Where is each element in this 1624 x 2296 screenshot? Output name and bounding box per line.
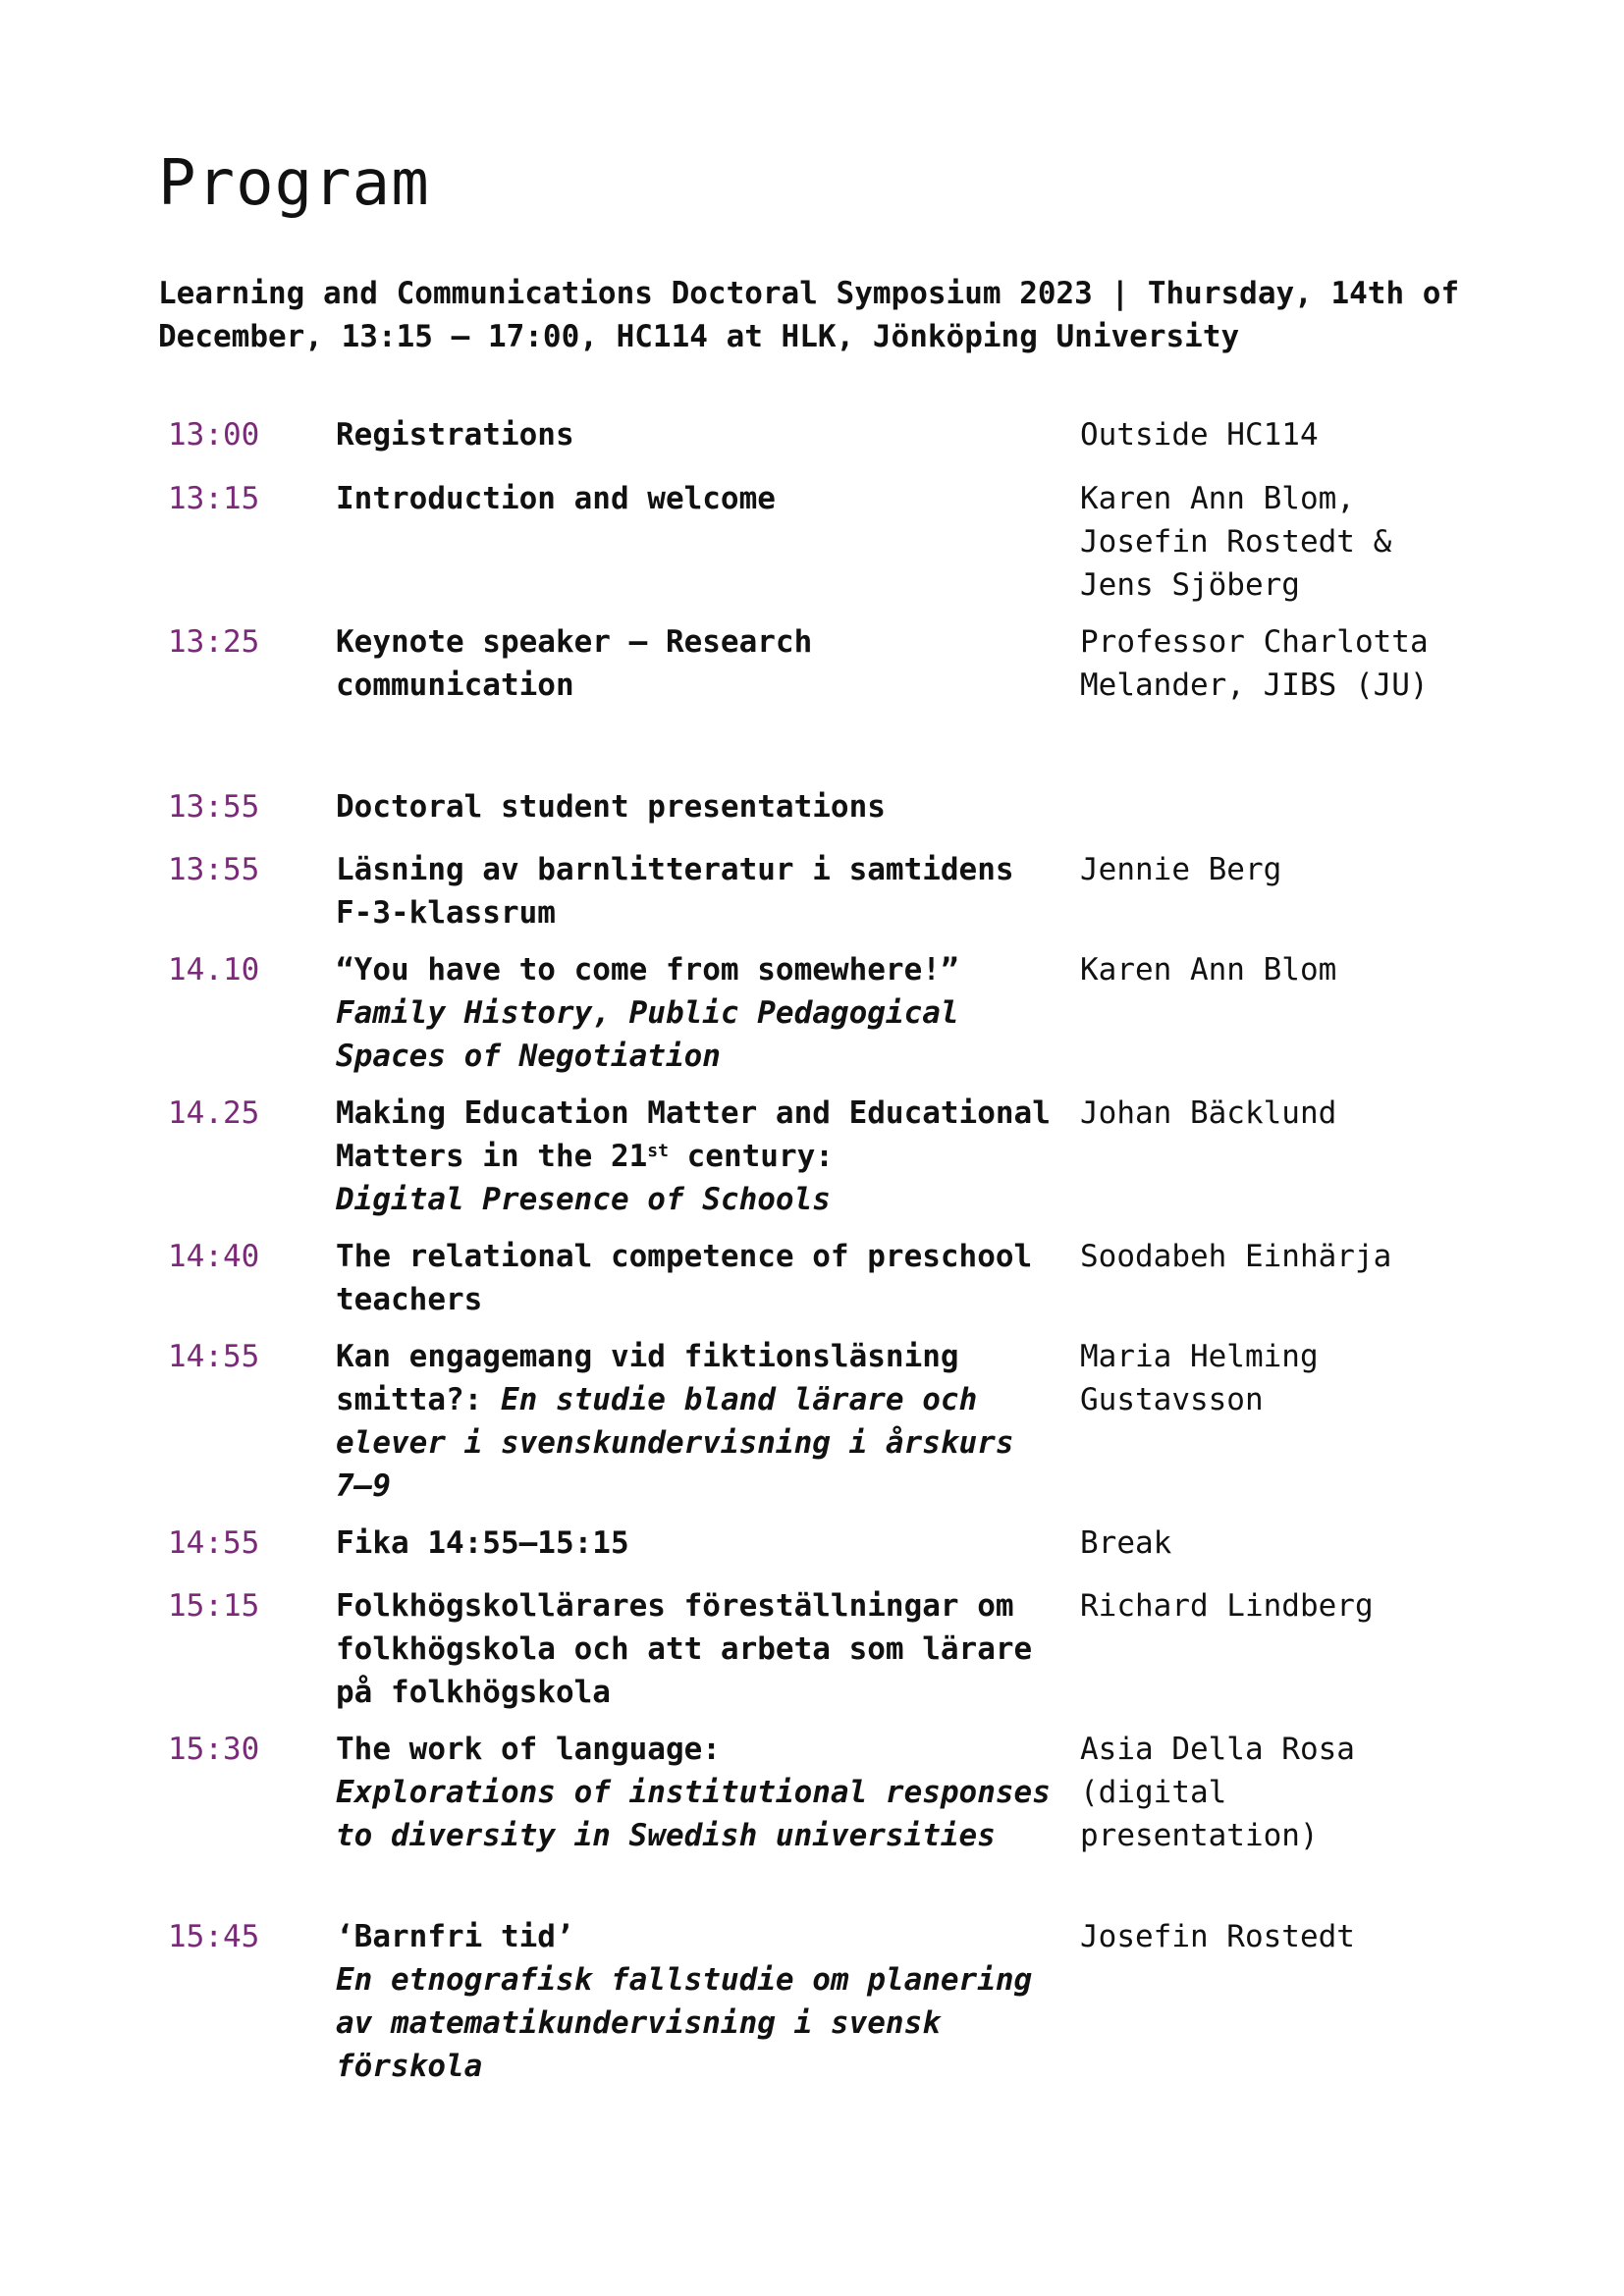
program-speaker — [1080, 1092, 1532, 1135]
program-title-line: The work of language: — [336, 1732, 721, 1767]
program-speaker — [1080, 848, 1532, 891]
program-speaker-line: Johan Bäcklund — [1080, 1095, 1337, 1131]
event-subtitle-line-2: December, 13:15 – 17:00, HC114 at HLK, Jönköping University — [158, 319, 1240, 354]
page-title: Program — [158, 147, 430, 220]
program-title-line-mixed — [336, 1378, 1062, 1421]
program-title-italic-line: to diversity in Swedish universities — [336, 1818, 996, 1853]
program-speaker — [1080, 1335, 1532, 1421]
program-speaker — [1080, 1522, 1532, 1565]
program-title-line: Kan engagemang vid fiktionsläsning — [336, 1339, 959, 1374]
program-speaker-line: Karen Ann Blom — [1080, 952, 1337, 988]
event-subtitle-line-1: Learning and Communications Doctoral Symposium 2023 | Thursday, 14th of — [158, 276, 1460, 311]
program-time: 13:15 — [168, 481, 260, 516]
program-title-italic-line: av matematikundervisning i svensk — [336, 2005, 941, 2041]
program-time: 14.25 — [168, 1095, 260, 1131]
program-title-italic-line: förskola — [336, 2049, 483, 2084]
program-title-line: på folkhögskola — [336, 1675, 611, 1710]
program-title-line: communication — [336, 667, 574, 703]
program-speaker — [1080, 620, 1532, 707]
program-title-line: Folkhögskollärares föreställningar om — [336, 1588, 1014, 1624]
program-title — [336, 1584, 1062, 1714]
program-time: 15:30 — [168, 1732, 260, 1767]
program-title — [336, 785, 1062, 828]
program-title-italic-line: En etnografisk fallstudie om planering — [336, 1962, 1033, 1998]
program-title-italic-line: Digital Presence of Schools — [336, 1182, 831, 1217]
program-title-mixed-italic: En studie bland lärare och — [500, 1382, 978, 1417]
program-title-line: teachers — [336, 1282, 483, 1317]
program-speaker-line: Josefin Rostedt — [1080, 1919, 1355, 1954]
program-speaker-line: Richard Lindberg — [1080, 1588, 1374, 1624]
program-speaker — [1080, 477, 1532, 607]
program-title — [336, 1335, 1062, 1508]
program-title — [336, 1092, 1062, 1221]
program-title-line: The relational competence of preschool — [336, 1239, 1033, 1274]
program-title-line: Keynote speaker – Research — [336, 624, 813, 660]
program-title-line: Fika 14:55–15:15 — [336, 1525, 629, 1561]
program-title — [336, 1235, 1062, 1321]
program-speaker-line: Soodabeh Einhärja — [1080, 1239, 1392, 1274]
program-title-mixed-pre: smitta?: — [336, 1382, 501, 1417]
program-title-italic-line: Explorations of institutional responses — [336, 1775, 1051, 1810]
program-title-line: folkhögskola och att arbeta som lärare — [336, 1631, 1033, 1667]
program-speaker — [1080, 948, 1532, 991]
program-speaker-line: (digital — [1080, 1775, 1227, 1810]
program-title-italic-line: 7–9 — [336, 1468, 391, 1504]
program-time: 13:55 — [168, 789, 260, 825]
program-speaker-line: Jens Sjöberg — [1080, 567, 1300, 603]
program-speaker-line: Melander, JIBS (JU) — [1080, 667, 1429, 703]
program-speaker-line: Break — [1080, 1525, 1172, 1561]
program-title-line: Doctoral student presentations — [336, 789, 886, 825]
program-title — [336, 948, 1062, 1078]
program-title-sup-post: century: — [668, 1139, 834, 1174]
program-title-line: Introduction and welcome — [336, 481, 776, 516]
program-title-sup-pre: Matters in the 21 — [336, 1139, 648, 1174]
program-speaker-line: Professor Charlotta — [1080, 624, 1429, 660]
program-speaker-line: Outside HC114 — [1080, 417, 1319, 453]
program-title-line-with-sup — [336, 1135, 1062, 1178]
program-time: 15:15 — [168, 1588, 260, 1624]
program-title-line: Making Education Matter and Educational — [336, 1095, 1051, 1131]
program-speaker-line: Maria Helming — [1080, 1339, 1319, 1374]
program-title — [336, 620, 1062, 707]
program-time: 13:00 — [168, 417, 260, 453]
program-time: 14:55 — [168, 1525, 260, 1561]
program-title-line: F-3-klassrum — [336, 895, 556, 931]
program-speaker — [1080, 1915, 1532, 1958]
program-speaker — [1080, 1235, 1532, 1278]
program-title — [336, 1728, 1062, 1857]
program-title — [336, 413, 1062, 456]
program-time: 15:45 — [168, 1919, 260, 1954]
program-title-line: Läsning av barnlitteratur i samtidens — [336, 852, 1014, 887]
program-time: 14.10 — [168, 952, 260, 988]
program-speaker — [1080, 413, 1532, 456]
program-title-line: ‘Barnfri tid’ — [336, 1919, 574, 1954]
program-title-line: “You have to come from somewhere!” — [336, 952, 959, 988]
program-title-italic-line: Spaces of Negotiation — [336, 1039, 721, 1074]
program-speaker-line: Josefin Rostedt & — [1080, 524, 1392, 560]
program-time: 13:55 — [168, 852, 260, 887]
program-time: 13:25 — [168, 624, 260, 660]
program-title — [336, 477, 1062, 520]
program-speaker-line: Jennie Berg — [1080, 852, 1282, 887]
program-speaker-line: Karen Ann Blom, — [1080, 481, 1355, 516]
program-speaker — [1080, 1584, 1532, 1628]
program-title-italic-line: Family History, Public Pedagogical — [336, 995, 959, 1031]
event-subtitle — [158, 272, 1474, 358]
program-speaker — [1080, 1728, 1532, 1857]
program-title-italic-line: elever i svenskundervisning i årskurs — [336, 1425, 1014, 1461]
program-title — [336, 1915, 1062, 2088]
program-speaker-line: presentation) — [1080, 1818, 1319, 1853]
program-title — [336, 1522, 1062, 1565]
program-time: 14:55 — [168, 1339, 260, 1374]
program-speaker-line: Asia Della Rosa — [1080, 1732, 1355, 1767]
program-title-sup: st — [647, 1141, 669, 1161]
program-title — [336, 848, 1062, 934]
program-time: 14:40 — [168, 1239, 260, 1274]
program-title-line: Registrations — [336, 417, 574, 453]
program-speaker-line: Gustavsson — [1080, 1382, 1264, 1417]
